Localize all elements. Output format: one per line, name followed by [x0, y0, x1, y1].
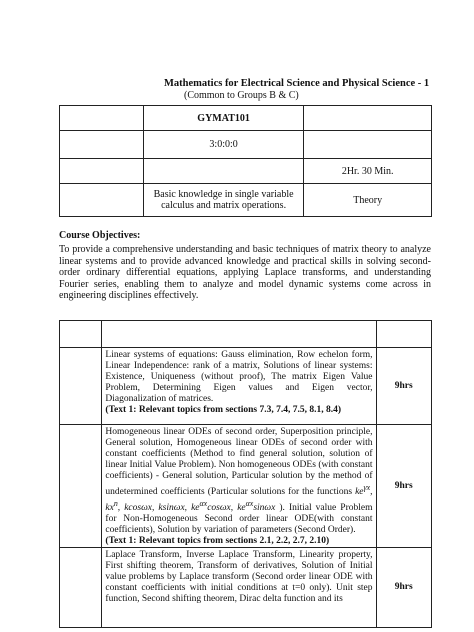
info-cell	[304, 131, 432, 159]
info-cell	[60, 184, 144, 217]
module-2-math-functions: $ke^{\gamma x}$, $kx^n$, kcosωx, ksinωx, $ke^{\alpha x}\cos\omega x$, $ke^{\alpha x}\sin\omega x$	[105, 483, 373, 514]
module-3-content	[102, 548, 376, 628]
info-cell	[60, 159, 144, 184]
module-2-content	[102, 425, 376, 548]
module-1-text: Linear systems of equations: Gauss elimination, Row echelon form, Linear Independence: rank of a matrix, Solutions of linear systems: Existence, Uniqueness (without proof), The matrix Eigen Value Problem, Determining Eigen values and Eigen vector, Diagonalization of matrices.	[105, 350, 373, 404]
module-header-cell	[102, 321, 376, 348]
prerequisite-cell	[143, 184, 304, 217]
course-code: GYMAT101	[197, 112, 250, 124]
module-1-reference: (Text 1: Relevant topics from sections 7.3, 7.4, 7.5, 8.1, 8.4)	[105, 405, 342, 415]
module-header-cell	[376, 321, 432, 348]
info-cell	[60, 131, 144, 159]
objectives-text: To provide a comprehensive understanding and basic techniques of matrix theory to analyze linear systems and to provide advanced knowledge and practical skills in solving second-order ordinary differential equations, applying Laplace transforms, and understanding Fourier series, enabling them to analyze and model dynamic systems come across in engineering disciplines effectively.	[59, 244, 431, 301]
module-header-cell	[60, 321, 102, 348]
module-2-text-b: ). Initial value Problem for Non-Homogeneous Second order linear ODE(with constant coefficients), Solution by variation of parameters (Second Order).	[105, 503, 373, 536]
ltps-cell	[143, 131, 304, 159]
course-type-cell	[304, 184, 432, 217]
info-cell	[304, 106, 432, 131]
course-type: Theory	[353, 194, 383, 206]
exam-duration-cell	[304, 159, 432, 184]
module-1-content	[102, 348, 376, 425]
exam-duration: 2Hr. 30 Min.	[341, 165, 394, 177]
module-2-hours: 9hrs	[376, 425, 432, 548]
course-code-cell	[143, 106, 304, 131]
prerequisite-text: Basic knowledge in single variable calculus and matrix operations.	[153, 189, 294, 211]
module-3-hours: 9hrs	[376, 548, 432, 628]
module-number-cell	[60, 348, 102, 425]
info-cell	[60, 106, 144, 131]
module-2-reference: (Text 1: Relevant topics from sections 2.1, 2.2, 2.7, 2.10)	[105, 536, 330, 547]
module-2-text-a: Homogeneous linear ODEs of second order, Superposition principle, General solution, Homogeneous linear ODEs of second order with constant coefficients (Method to find general solution, solution of linear Initial Value Problem). Non homogeneous ODEs (with constant coefficients) - General solution, Particular solution by the method of undetermined coefficients (Particular solutions for the functions	[105, 427, 373, 498]
module-1-hours: 9hrs	[376, 348, 432, 425]
course-info-table	[59, 105, 432, 217]
module-number-cell	[60, 548, 102, 628]
objectives-heading: Course Objectives:	[59, 230, 141, 241]
module-number-cell	[60, 425, 102, 548]
course-title: Mathematics for Electrical Science and Physical Science - 1	[164, 78, 430, 89]
info-cell	[143, 159, 304, 184]
module-3-text: Laplace Transform, Inverse Laplace Transform, Linearity property, First shifting theorem, Transform of derivatives, Solution of Initial value problems by Laplace transform (Second order linear ODE with constant coefficients with initial conditions at t=0 only). Unit step function, Second shifting theorem, Dirac delta function and its	[105, 550, 373, 605]
course-subtitle: (Common to Groups B & C)	[184, 90, 299, 101]
modules-table	[59, 320, 432, 628]
ltps-value: 3:0:0:0	[209, 139, 238, 150]
